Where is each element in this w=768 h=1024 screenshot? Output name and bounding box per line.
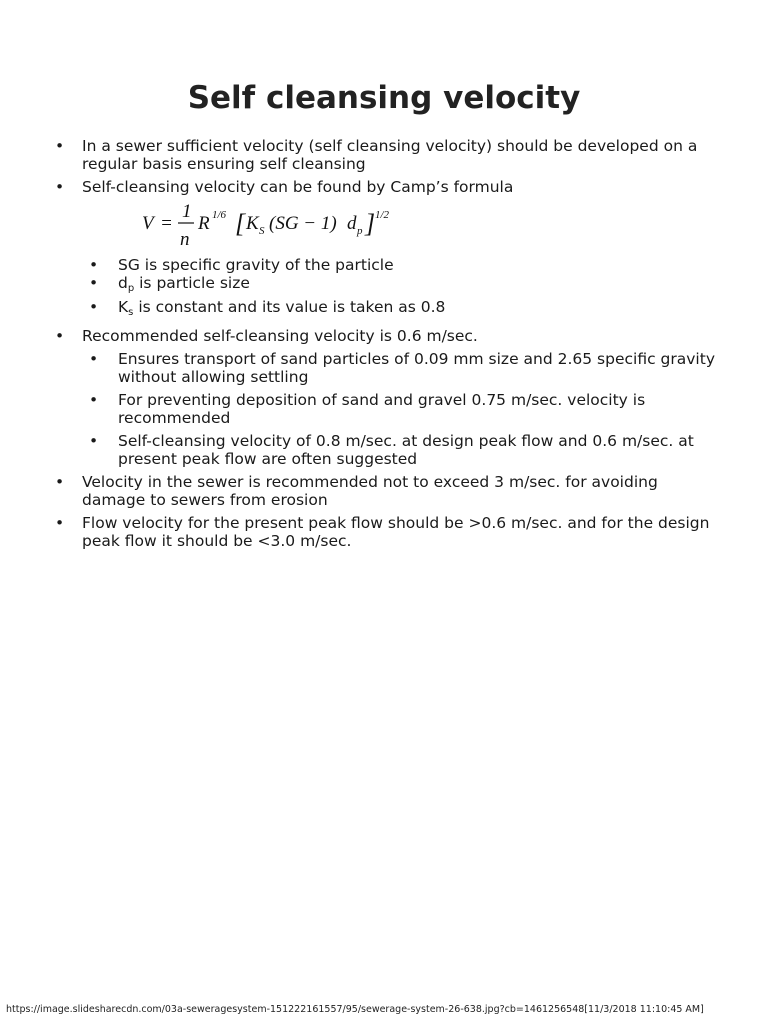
bullet-flow-velocity-range	[55, 514, 715, 550]
formula-open-bracket: [	[235, 209, 246, 238]
formula-ks-sub: S	[259, 225, 265, 237]
formula-outer-exponent: 1/2	[375, 209, 390, 221]
bullet-text: In a sewer sufficient velocity (self cleansing velocity) should be developed on a regular basis ensuring self cleansing	[82, 137, 698, 173]
source-url-footer: https://image.slidesharecdn.com/03a-seweragesystem-151222161557/95/sewerage-system-26-638.jpg?cb=1461256548[11/3/2018 11:10:45 AM]	[6, 1004, 704, 1015]
bullet-text: Self-cleansing velocity can be found by Camp’s formula	[82, 178, 514, 196]
sub-list-recommended	[82, 350, 715, 468]
sub-bullet-sand-transport: • Ensures transport of sand particles of 0.09 mm size and 2.65 specific gravity without allowing settling	[89, 350, 715, 386]
sub-bullet-sg: • SG is specific gravity of the particle	[89, 256, 715, 274]
bullet-camps-formula	[55, 178, 715, 322]
formula-numerator: 1	[182, 201, 192, 222]
formula-close-bracket: ]	[365, 209, 376, 238]
formula-graphic	[142, 196, 562, 256]
formula-equals: =	[160, 213, 173, 234]
formula-r-exponent: 1/6	[212, 209, 227, 221]
sub-list-formula-terms	[82, 256, 715, 322]
bullet-text: Recommended self-cleansing velocity is 0.6 m/sec.	[82, 327, 478, 345]
bullet-text: Velocity in the sewer is recommended not to exceed 3 m/sec. for avoiding damage to sewers from erosion	[82, 473, 658, 509]
formula-dp-sub: p	[357, 225, 363, 237]
bullet-recommended-velocity	[55, 327, 715, 468]
bullet-list	[55, 137, 715, 550]
bullet-text: Flow velocity for the present peak flow should be >0.6 m/sec. and for the design peak flow it should be <3.0 m/sec.	[82, 514, 710, 550]
formula-denominator: n	[180, 229, 190, 250]
formula-ks: K	[246, 213, 259, 234]
formula-dp: d	[347, 213, 357, 234]
formula-r: R	[198, 213, 210, 234]
bullet-sewer-velocity	[55, 137, 715, 173]
slide-title: Self cleansing velocity	[187, 80, 581, 116]
formula-sg-part: (SG − 1)	[269, 213, 337, 234]
sub-bullet-peak-flow: • Self-cleansing velocity of 0.8 m/sec. at design peak flow and 0.6 m/sec. at present peak flow are often suggested	[89, 432, 715, 468]
camps-formula	[82, 196, 715, 256]
sub-bullet-ks: • $K_s$ is constant and its value is taken as 0.8	[89, 298, 715, 322]
bullet-max-velocity	[55, 473, 715, 509]
sub-bullet-dp: • $d_p$ is particle size	[89, 274, 715, 298]
sub-bullet-deposition: • For preventing deposition of sand and gravel 0.75 m/sec. velocity is recommended	[89, 391, 715, 427]
formula-lhs: V	[142, 213, 154, 234]
